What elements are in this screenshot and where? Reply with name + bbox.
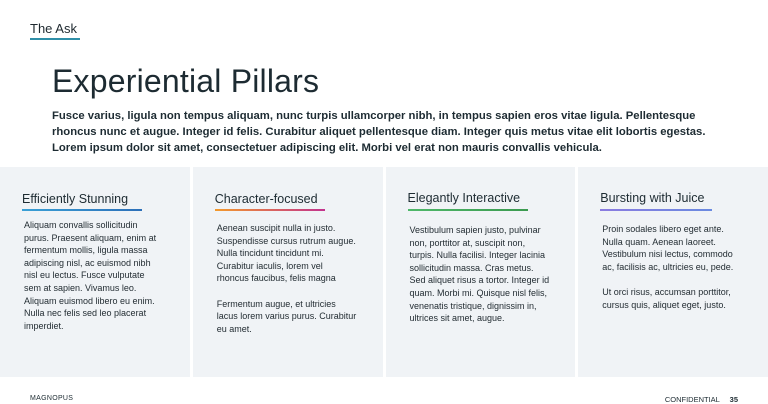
confidential-label: CONFIDENTIAL — [664, 395, 720, 404]
section-label: The Ask — [30, 21, 77, 36]
pillar-paragraph: Fermentum augue, et ultricies lacus lorem varius purus. Curabitur eu amet. — [216, 298, 357, 334]
pillar-title: Character-focused — [214, 192, 318, 206]
lead-paragraph: Fusce varius, ligula non tempus aliquam, nunc turpis ullamcorper nibh, in tempus sapien eros vitae ligula. Pellentesque rhoncus nunc et augue. Integer id felis. Curabitur aliquet pellentesque diam. Integer quis metus vitae elit lobortis egestas. Lorem ipsum dolor sit amet, consectetuer adipiscing elit. Morbi vel erat non mauris convallis vehicula. — [52, 110, 706, 154]
footer-meta — [665, 395, 738, 404]
pillar-card — [193, 167, 383, 377]
pillar-body — [410, 224, 550, 325]
pillar-title: Elegantly Interactive — [407, 191, 521, 205]
page-title: Experiential Pillars — [52, 63, 320, 99]
section-underline — [30, 38, 80, 40]
pillar-card — [386, 167, 576, 377]
pillar-cards — [0, 167, 768, 377]
pillar-underline — [600, 209, 712, 211]
pillar-underline — [408, 209, 528, 211]
pillar-card — [578, 167, 768, 377]
footer-brand: MAGNOPUS — [30, 395, 74, 402]
pillar-title: Bursting with Juice — [600, 191, 705, 205]
pillar-card — [0, 167, 190, 377]
pillar-body — [24, 219, 164, 332]
pillar-underline — [22, 209, 142, 211]
pillar-title: Efficiently Stunning — [22, 192, 129, 206]
pillar-paragraph: Aenean suscipit nulla in justo. Suspendisse cursus rutrum augue. Nulla tincidunt tincidunt mi. Curabitur iaculis, lorem vel rhoncus faucibus, felis magna — [216, 223, 356, 284]
pillar-underline — [215, 209, 325, 211]
pillar-paragraph: Aliquam convallis sollicitudin purus. Praesent aliquam, enim at fermentum mollis, ligula massa adipiscing nisl, ac euismod nibh nisl eu lectus. Fusce vulputate sem at sapien. Vivamus leo. Aliquam euismod libero eu enim. Nulla nec felis sed leo placerat imperdiet. — [24, 220, 157, 331]
pillar-body — [217, 222, 357, 335]
pillar-body — [602, 223, 742, 311]
pillar-paragraph: Ut orci risus, accumsan porttitor, cursus quis, aliquet eget, justo. — [602, 286, 731, 310]
pillar-paragraph: Vestibulum sapien justo, pulvinar non, porttitor at, suscipit non, turpis. Nulla facilisi. Integer lacinia sollicitudin massa. Cras metus. Sed aliquet risus a tortor. Integer id quam. Morbi mi. Quisque nisl felis, venenatis tristique, dignissim in, ultrices sit amet, augue. — [409, 225, 550, 324]
page-number: 35 — [729, 395, 738, 404]
pillar-paragraph: Proin sodales libero eget ante. Nulla quam. Aenean laoreet. Vestibulum nisi lectus, commodo ac, facilisis ac, ultricies eu, pede. — [602, 224, 734, 272]
